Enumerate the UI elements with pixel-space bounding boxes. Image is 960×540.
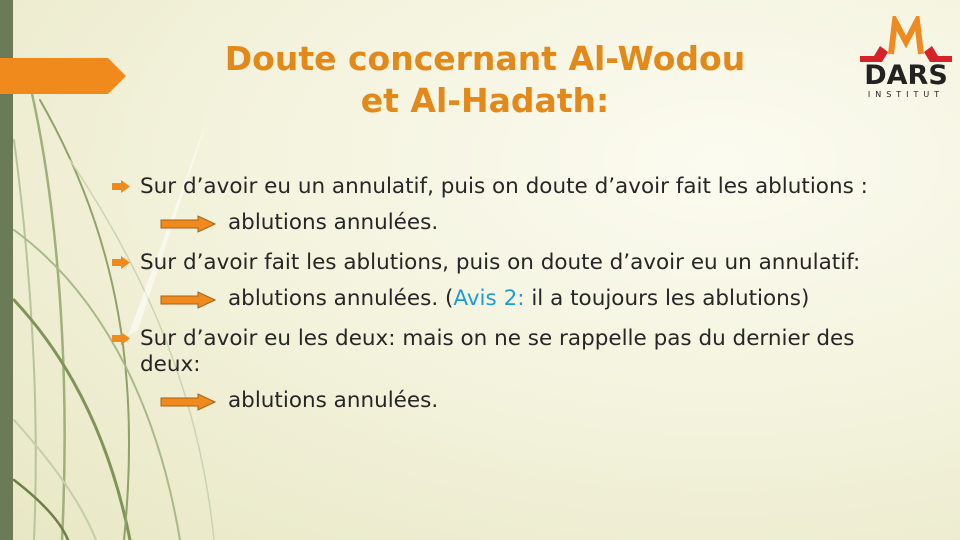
bullet-text: Sur d’avoir fait les ablutions, puis on doute d’avoir eu un annulatif:	[140, 250, 861, 275]
result-line-3	[112, 388, 912, 414]
title-line-1: Doute concernant Al-Wodou	[224, 39, 746, 78]
svg-text:DARS: DARS	[864, 60, 948, 91]
bullet-text: Sur d’avoir eu un annulatif, puis on doute d’avoir fait les ablutions :	[140, 174, 868, 199]
right-arrow-icon	[160, 393, 216, 411]
result-text: ablutions annulées.	[228, 210, 439, 235]
dars-institut-logo	[858, 16, 954, 100]
slide-title	[160, 38, 810, 122]
bullet-item-2	[112, 250, 912, 276]
right-arrow-icon	[160, 291, 216, 309]
arrow-bullet-icon	[112, 256, 130, 269]
result-text: ablutions annulées.	[228, 388, 439, 413]
title-line-2: et Al-Hadath:	[360, 81, 610, 120]
orange-tab	[0, 58, 126, 94]
right-arrow-icon	[160, 215, 216, 233]
result-line-2	[112, 286, 912, 312]
result-main: ablutions annulées. (	[228, 286, 454, 311]
bullet-item-3	[112, 326, 912, 378]
bullet-list	[112, 174, 912, 428]
avis-label: Avis 2:	[453, 286, 525, 311]
arrow-bullet-icon	[112, 180, 130, 193]
result-text	[228, 286, 809, 312]
bullet-text: Sur d’avoir eu les deux: mais on ne se rappelle pas du dernier des deux:	[140, 326, 855, 377]
arrow-bullet-icon	[112, 332, 130, 345]
result-line-1	[112, 210, 912, 236]
bullet-item-1	[112, 174, 912, 200]
svg-text:INSTITUT: INSTITUT	[867, 90, 945, 99]
avis-text: il a toujours les ablutions)	[524, 286, 810, 311]
